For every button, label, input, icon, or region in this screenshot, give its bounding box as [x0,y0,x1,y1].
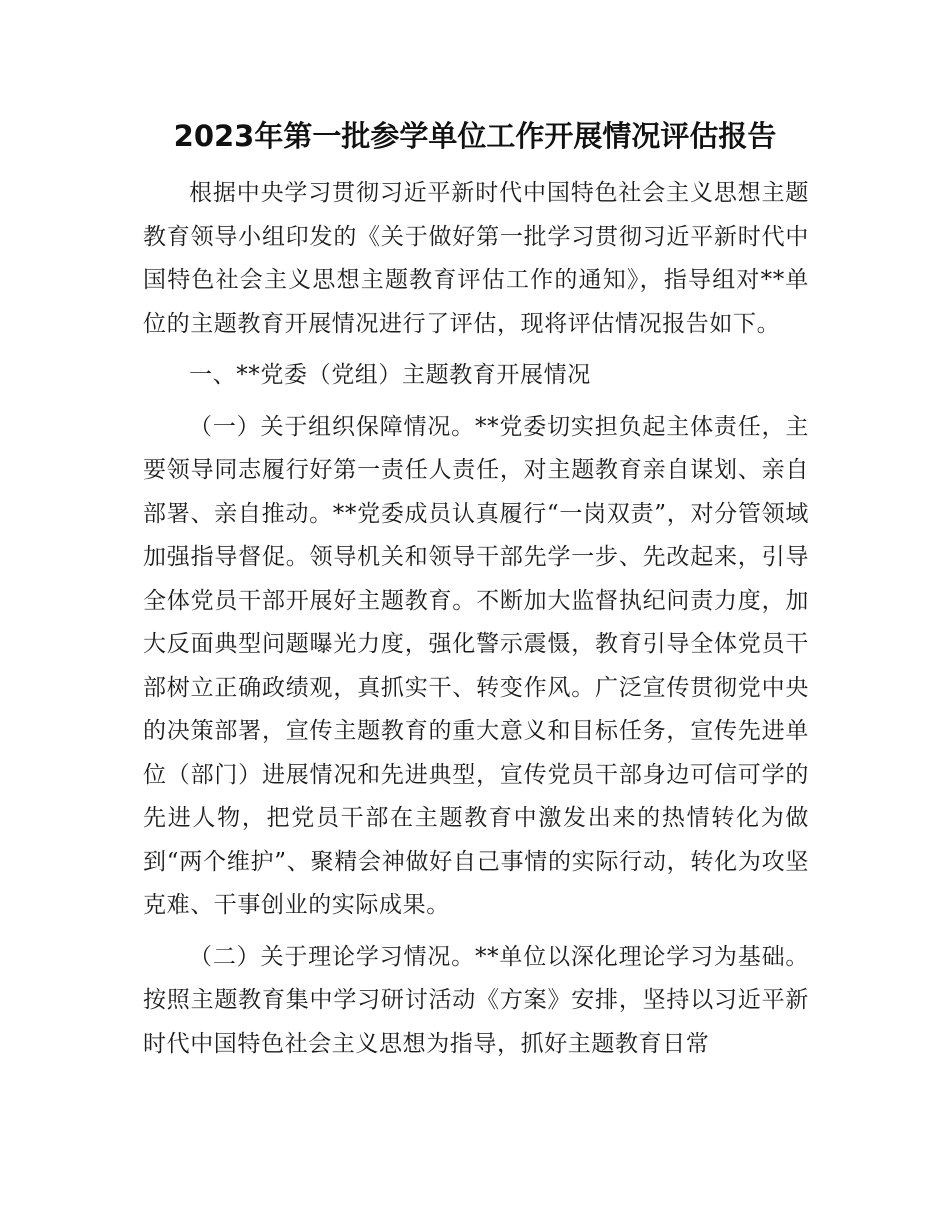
document-title: 2023年第一批参学单位工作开展情况评估报告 [173,119,777,153]
document-body [143,172,809,1066]
section-heading-1: 一、**党委（党组）主题教育开展情况 [189,362,591,388]
intro-paragraph: 根据中央学习贯彻习近平新时代中国特色社会主义思想主题教育领导小组印发的《关于做好第一批学习贯彻习近平新时代中国特色社会主义思想主题教育评估工作的通知》，指导组对**单位的主题教育开展情况进行了评估，现将评估情况报告如下。 [143,180,809,337]
subsection-paragraph-1: （一）关于组织保障情况。**党委切实担负起主体责任，主要领导同志履行好第一责任人责任，对主题教育亲自谋划、亲自部署、亲自推动。**党委成员认真履行“一岗双责”，对分管领域加强指导督促。领导机关和领导干部先学一步、先改起来，引导全体党员干部开展好主题教育。不断加大监督执纪问责力度，加大反面典型问题曝光力度，强化警示震慑，教育引导全体党员干部树立正确政绩观，真抓实干、转变作风。广泛宣传贯彻党中央的决策部署，宣传主题教育的重大意义和目标任务，宣传先进单位（部门）进展情况和先进典型，宣传党员干部身边可信可学的先进人物，把党员干部在主题教育中激发出来的热情转化为做到“两个维护”、聚精会神做好自己事情的实际行动，转化为攻坚克难、干事创业的实际成果。 [143,413,809,918]
subsection-paragraph-2: （二）关于理论学习情况。**单位以深化理论学习为基础。按照主题教育集中学习研讨活动《方案》安排，坚持以习近平新时代中国特色社会主义思想为指导，抓好主题教育日常 [143,943,809,1057]
